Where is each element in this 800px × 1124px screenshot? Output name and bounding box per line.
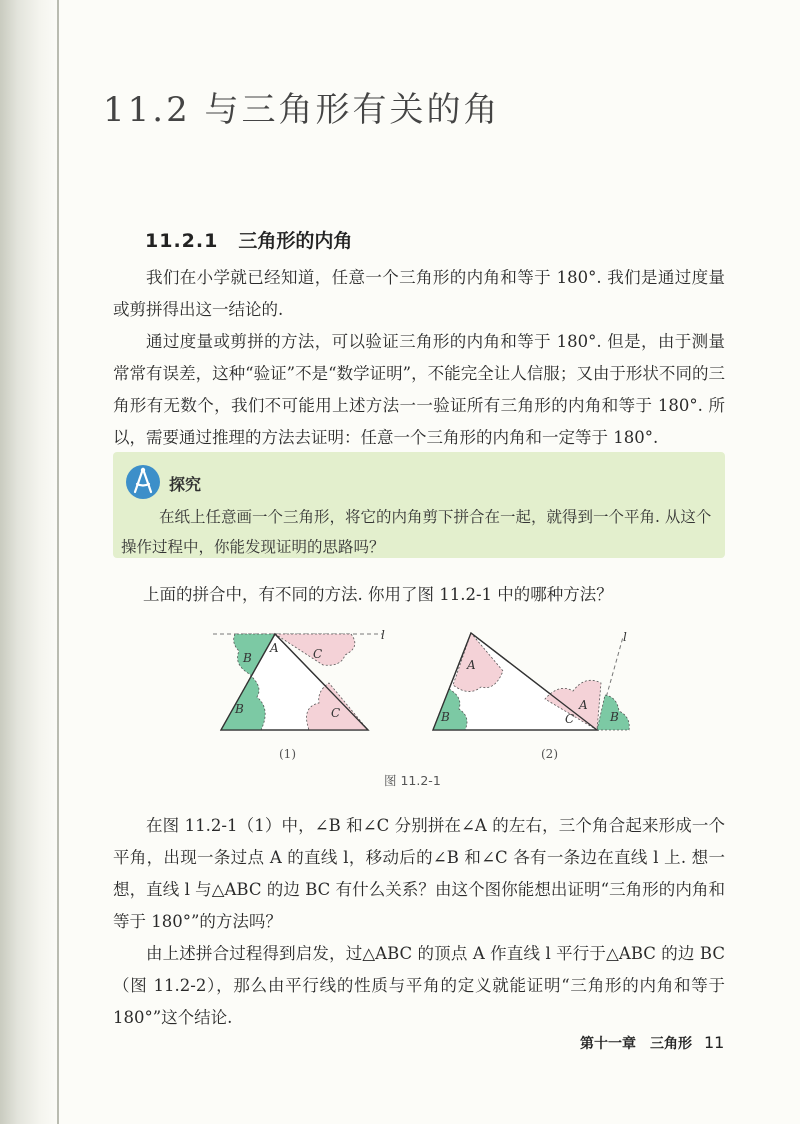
fig1-label-c: C [331,706,341,720]
footer-chapter: 第十一章 三角形 [580,1036,692,1052]
paragraph-4: 在图 11.2-1（1）中，∠B 和∠C 分别拼在∠A 的左右，三个角合起来形成一个平角，出现一条过点 A 的直线 l，移动后的∠B 和∠C 各有一条边在直线 l 上. 想一想，直线 l 与△ABC 的边 BC 有什么关系？由这个图你能想出证明“三角形的内角和等于 180°”的方法吗？ [113,816,725,931]
subsection-number: 11.2.1 [145,230,219,252]
fig2-label-c: C [565,712,575,726]
subsection-label: 三角形的内角 [238,230,353,252]
compass-icon [125,464,161,500]
figure-2-diagram [433,630,629,730]
paragraph-1: 我们在小学就已经知道，任意一个三角形的内角和等于 180°. 我们是通过度量或剪拼得出这一结论的. [113,268,725,319]
explore-text: 在纸上任意画一个三角形，将它的内角剪下拼合在一起，就得到一个平角. 从这个操作过程中，你能发现证明的思路吗？ [121,508,712,556]
fig2-label-b: B [441,710,450,724]
page-spine-line [57,0,59,1124]
figure-sub-caption-1: (1) [279,747,296,761]
figure-1-diagram [213,628,385,730]
subsection-title [145,226,352,253]
explore-title: 探究 [169,475,202,494]
paragraph-5: 由上述拼合过程得到启发，过△ABC 的顶点 A 作直线 l 平行于△ABC 的边 BC（图 11.2-2），那么由平行线的性质与平角的定义就能证明“三角形的内角和等于 180°”这个结论. [113,944,725,1027]
figure-caption: 图 11.2-1 [384,773,441,788]
page-number: 11 [704,1033,725,1052]
fig1-label-b: B [235,702,244,716]
fig2-label-l: l [623,630,627,644]
page-spine-shadow [0,0,60,1124]
fig1-label-c-top: C [313,647,323,661]
explore-box [113,452,725,558]
fig1-label-b-top: B [243,651,252,665]
fig1-label-l: l [381,628,385,642]
fig2-label-a: A [579,698,588,712]
fig2-label-b-moved: B [610,710,619,724]
figure-sub-caption-2: (2) [541,747,558,761]
fig2-label-a-top: A [467,658,476,672]
paragraph-3: 上面的拼合中，有不同的方法. 你用了图 11.2-1 中的哪种方法？ [143,585,613,604]
section-title: 11.2 与三角形有关的角 [103,90,501,130]
fig1-label-a: A [270,641,279,655]
page-footer [580,1033,724,1053]
paragraph-2: 通过度量或剪拼的方法，可以验证三角形的内角和等于 180°. 但是，由于测量常常有误差，这种“验证”不是“数学证明”，不能完全让人信服；又由于形状不同的三角形有无数个，我们不可能用上述方法一一验证所有三角形的内角和等于 180°. 所以，需要通过推理的方法去证明：任意一个三角形的内角和一定等于 180°. [113,332,725,447]
